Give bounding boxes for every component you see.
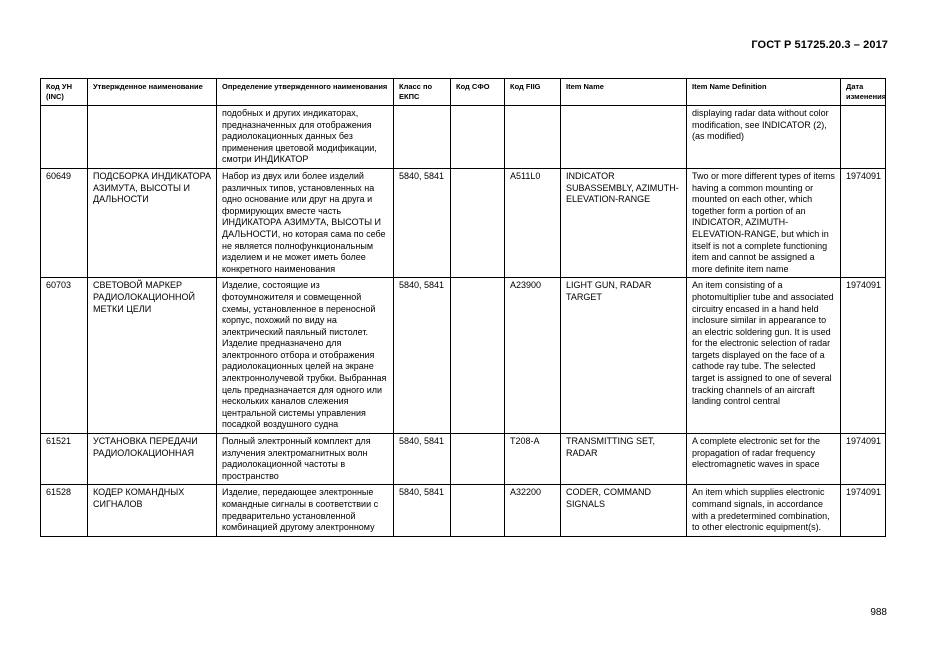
- col-header-approved-name: Утвержденное наименование: [88, 79, 217, 106]
- cell-class: 5840, 5841: [394, 434, 451, 485]
- cell-approved-name: УСТАНОВКА ПЕРЕДАЧИ РАДИОЛОКАЦИОННАЯ: [88, 434, 217, 485]
- cell-inc: 60703: [41, 278, 88, 434]
- cell-item-definition: A complete electronic set for the propagation of radar frequency electromagnetic waves in space: [687, 434, 841, 485]
- cell-item-definition: An item which supplies electronic command signals, in accordance with a predetermined combination, to other electronic equipment(s).: [687, 485, 841, 536]
- cell-item-name: CODER, COMMAND SIGNALS: [561, 485, 687, 536]
- cell-sfo: [451, 434, 505, 485]
- col-header-inc: Код УН (INC): [41, 79, 88, 106]
- cell-sfo: [451, 168, 505, 277]
- classification-table: [40, 78, 886, 537]
- cell-approved-name: СВЕТОВОЙ МАРКЕР РАДИОЛОКАЦИОННОЙ МЕТКИ ЦЕЛИ: [88, 278, 217, 434]
- col-header-fiig: Код FIIG: [505, 79, 561, 106]
- cell-item-name: [561, 106, 687, 169]
- col-header-class: Класс по ЕКПС: [394, 79, 451, 106]
- cell-item-definition: displaying radar data without color modification, see INDICATOR (2), (as modified): [687, 106, 841, 169]
- cell-definition: Изделие, передающее электронные командные сигналы в соответствии с предварительно установленной комбинацией другому электронному: [217, 485, 394, 536]
- cell-definition: Набор из двух или более изделий различных типов, установленных на одно основание или друг на друга и формирующих вместе часть ИНДИКАТОРА АЗИМУТА, ВЫСОТЫ И ДАЛЬНОСТИ, но которая сама по себе не является полнофункциональным изделием и не может иметь более конкретного наименования: [217, 168, 394, 277]
- cell-class: [394, 106, 451, 169]
- table-row: [41, 168, 886, 277]
- cell-date: [841, 106, 886, 169]
- document-standard-header: ГОСТ Р 51725.20.3 – 2017: [751, 39, 888, 51]
- cell-sfo: [451, 485, 505, 536]
- cell-item-name: LIGHT GUN, RADAR TARGET: [561, 278, 687, 434]
- cell-definition: подобных и других индикаторах, предназначенных для отображения радиолокационных данных без применения цветовой модификации, смотри ИНДИКАТОР: [217, 106, 394, 169]
- cell-item-definition: Two or more different types of items having a common mounting or mounted on each other, which together form a portion of an INDICATOR, AZIMUTH-ELEVATION-RANGE, but which in itself is not a complete functioning item and cannot be assigned a more definite item name: [687, 168, 841, 277]
- table-row: [41, 278, 886, 434]
- cell-fiig: [505, 106, 561, 169]
- cell-fiig: A32200: [505, 485, 561, 536]
- cell-item-name: TRANSMITTING SET, RADAR: [561, 434, 687, 485]
- col-header-sfo: Код СФО: [451, 79, 505, 106]
- cell-class: 5840, 5841: [394, 278, 451, 434]
- cell-date: 1974091: [841, 434, 886, 485]
- col-header-definition: Определение утвержденного наименования: [217, 79, 394, 106]
- page-number: 988: [870, 607, 887, 618]
- cell-class: 5840, 5841: [394, 485, 451, 536]
- cell-approved-name: КОДЕР КОМАНДНЫХ СИГНАЛОВ: [88, 485, 217, 536]
- cell-fiig: A511L0: [505, 168, 561, 277]
- cell-item-name: INDICATOR SUBASSEMBLY, AZIMUTH-ELEVATION-RANGE: [561, 168, 687, 277]
- col-header-item-definition: Item Name Definition: [687, 79, 841, 106]
- cell-date: 1974091: [841, 278, 886, 434]
- table-row: [41, 434, 886, 485]
- table-row: [41, 106, 886, 169]
- cell-fiig: A23900: [505, 278, 561, 434]
- cell-fiig: T208-A: [505, 434, 561, 485]
- cell-definition: Полный электронный комплект для излучения электромагнитных волн радиолокационной частоты в пространство: [217, 434, 394, 485]
- table-header-row: [41, 79, 886, 106]
- cell-item-definition: An item consisting of a photomultiplier tube and associated circuitry encased in a hand held inclosure similar in appearance to an electric soldering gun. It is used for the electronic selection of radar targets displayed on the face of a cathode ray tube. The selected target is assigned to one of several tracking channels of an aircraft landing control central: [687, 278, 841, 434]
- cell-date: 1974091: [841, 485, 886, 536]
- cell-inc: 61528: [41, 485, 88, 536]
- cell-inc: [41, 106, 88, 169]
- col-header-item-name: Item Name: [561, 79, 687, 106]
- table-row: [41, 485, 886, 536]
- cell-approved-name: ПОДСБОРКА ИНДИКАТОРА АЗИМУТА, ВЫСОТЫ И ДАЛЬНОСТИ: [88, 168, 217, 277]
- cell-date: 1974091: [841, 168, 886, 277]
- cell-definition: Изделие, состоящие из фотоумножителя и совмещенной схемы, установленное в переносной корпус, похожий по виду на электрический паяльный пистолет. Изделие предназначено для электронного отбора и отображения радиолокационных целей на экране электроннолучевой трубки. Выбранная цель предназначается для одного или нескольких каналов слежения центральной системы управления посадкой воздушного судна: [217, 278, 394, 434]
- cell-class: 5840, 5841: [394, 168, 451, 277]
- cell-sfo: [451, 106, 505, 169]
- col-header-date: Дата изменения: [841, 79, 886, 106]
- cell-sfo: [451, 278, 505, 434]
- cell-approved-name: [88, 106, 217, 169]
- cell-inc: 61521: [41, 434, 88, 485]
- cell-inc: 60649: [41, 168, 88, 277]
